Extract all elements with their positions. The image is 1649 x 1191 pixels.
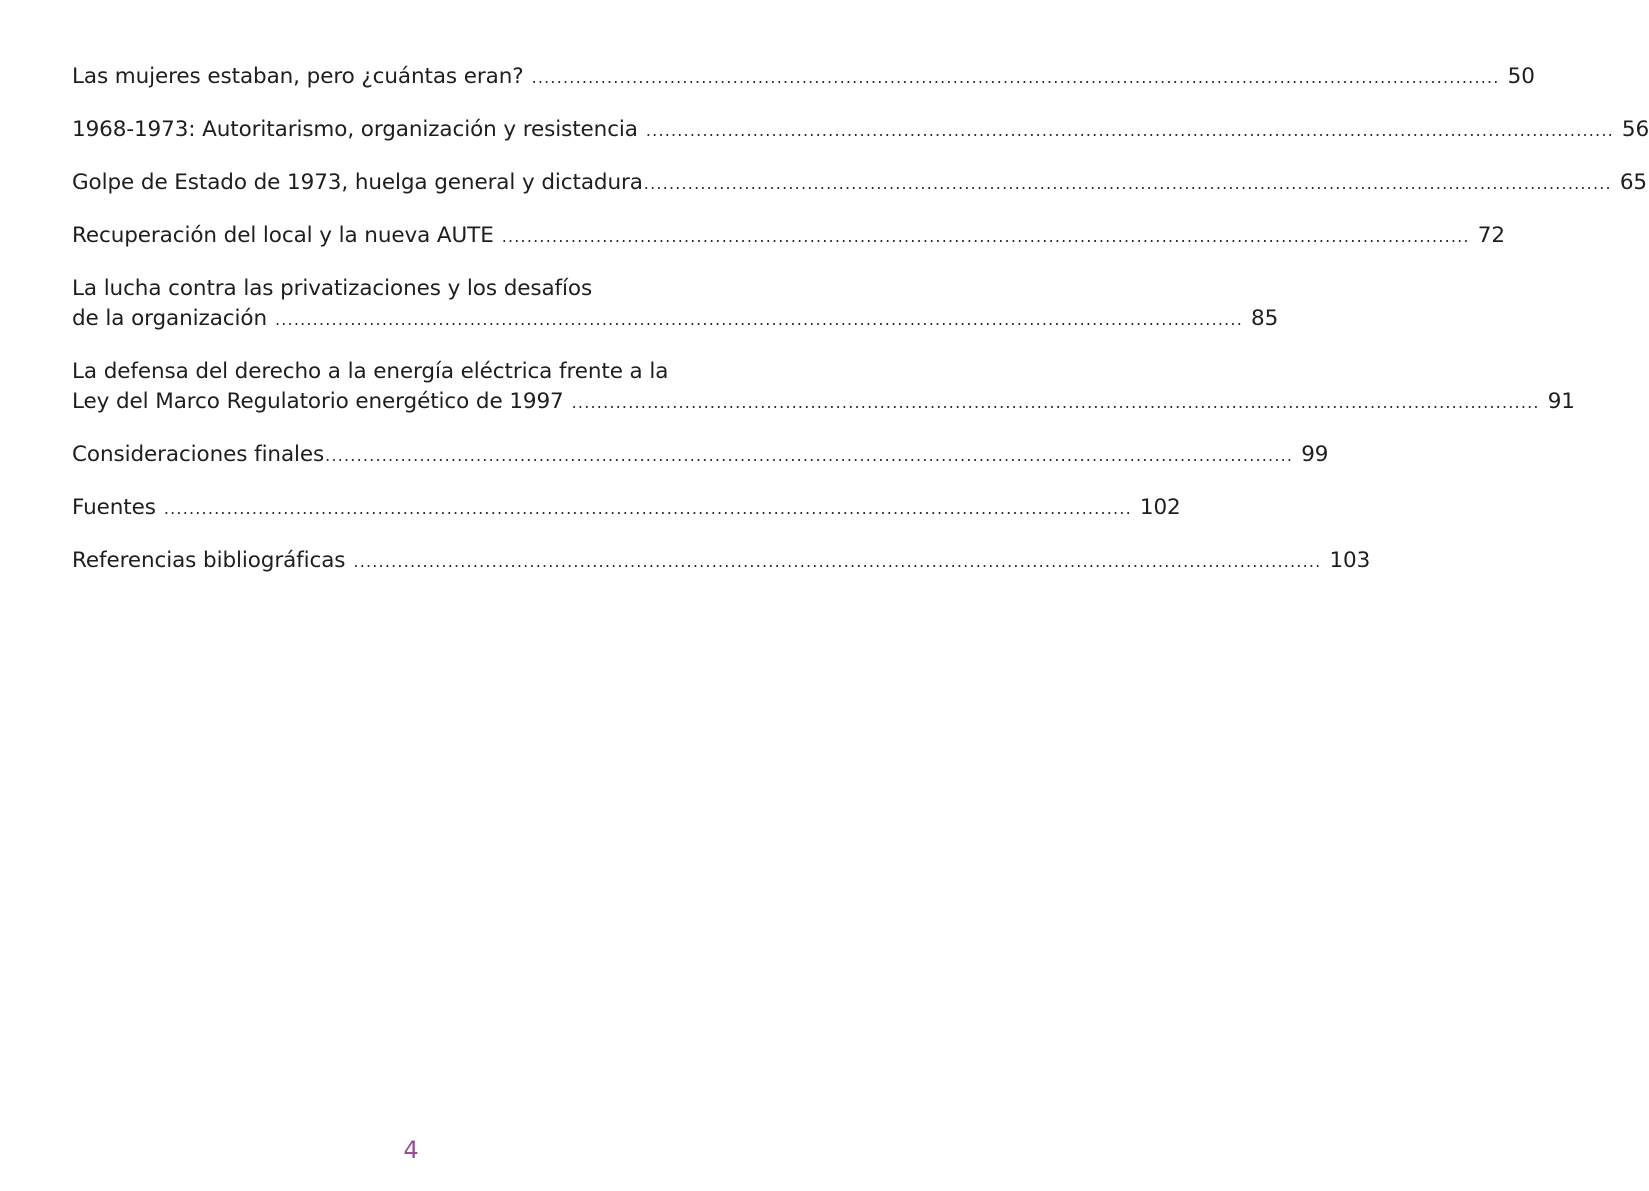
table-of-contents (72, 62, 1649, 599)
toc-entry[interactable] (72, 62, 1535, 93)
toc-entry-page: 56 (1621, 117, 1649, 142)
toc-entry[interactable] (72, 493, 1181, 524)
dot-leader: .......................................................................................................................................................... (501, 227, 1470, 246)
dot-leader: .......................................................................................................................................................... (325, 446, 1294, 465)
toc-entry[interactable] (72, 221, 1505, 252)
toc-entry[interactable] (72, 357, 1575, 418)
toc-entry[interactable] (72, 440, 1329, 471)
toc-entry-page: 50 (1507, 64, 1535, 89)
dot-leader: .......................................................................................................................................................... (353, 552, 1322, 571)
toc-entry-page: 102 (1139, 495, 1181, 520)
toc-entry[interactable] (72, 274, 1279, 335)
toc-entry-page: 65 (1619, 170, 1648, 195)
toc-entry-title: Referencias bibliográficas (72, 548, 346, 573)
toc-entry[interactable] (72, 546, 1371, 577)
toc-entry-title: 1968-1973: Autoritarismo, organización y resistencia (72, 117, 638, 142)
dot-leader: .......................................................................................................................................................... (643, 174, 1612, 193)
dot-leader: .......................................................................................................................................................... (274, 310, 1244, 329)
toc-entry-title-line: La defensa del derecho a la energía eléctrica frente a la (72, 359, 669, 384)
dot-leader: .......................................................................................................................................................... (163, 499, 1132, 518)
toc-entry[interactable] (72, 168, 1648, 199)
toc-entry-page: 103 (1329, 548, 1371, 573)
toc-entry-title: Consideraciones finales (72, 442, 325, 467)
dot-leader: .......................................................................................................................................................... (571, 393, 1540, 412)
toc-entry-title: Ley del Marco Regulatorio energético de 1997 (72, 389, 564, 414)
toc-entry-page: 85 (1251, 306, 1279, 331)
toc-entry-title-line: La lucha contra las privatizaciones y los desafíos (72, 276, 593, 301)
toc-entry-page: 99 (1301, 442, 1329, 467)
toc-entry-title: Las mujeres estaban, pero ¿cuántas eran? (72, 64, 524, 89)
toc-entry-title: Golpe de Estado de 1973, huelga general y dictadura (72, 170, 643, 195)
toc-entry-title: Fuentes (72, 495, 156, 520)
toc-entry[interactable] (72, 115, 1649, 146)
dot-leader: .......................................................................................................................................................... (645, 121, 1614, 140)
toc-entry-page: 91 (1547, 389, 1575, 414)
dot-leader: .......................................................................................................................................................... (531, 68, 1500, 87)
toc-entry-page: 72 (1477, 223, 1505, 248)
toc-entry-title: de la organización (72, 306, 267, 331)
toc-entry-title: Recuperación del local y la nueva AUTE (72, 223, 494, 248)
page-number: 4 (403, 1136, 419, 1164)
